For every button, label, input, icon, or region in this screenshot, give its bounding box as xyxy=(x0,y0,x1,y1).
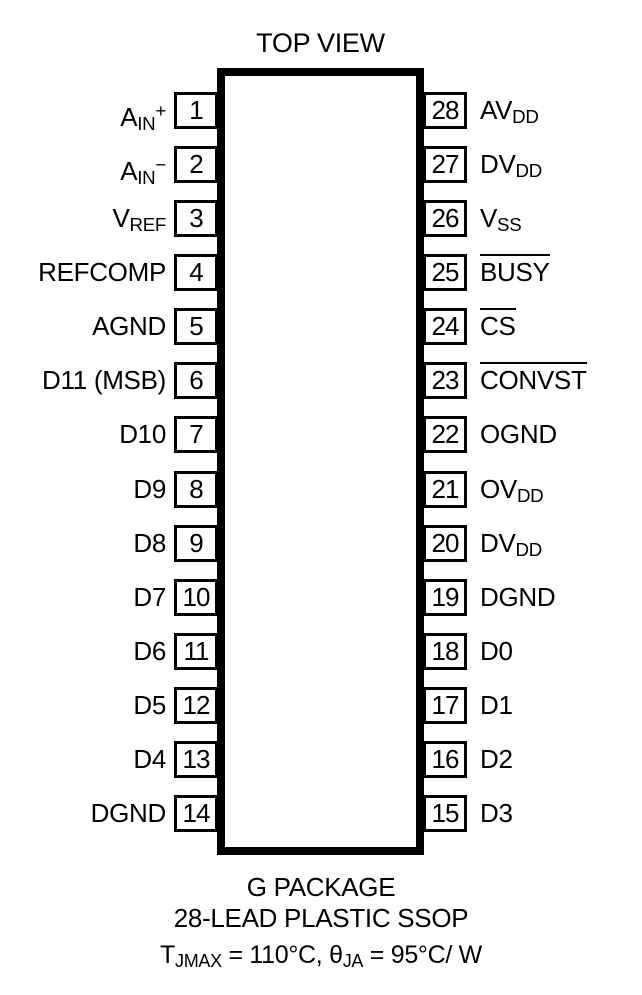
label-text: D10 xyxy=(119,419,166,450)
pin-2-label xyxy=(0,146,166,188)
pin-2-box xyxy=(174,146,218,183)
pin-number: 8 xyxy=(189,473,203,504)
pin-number: 10 xyxy=(182,581,210,612)
pin-number: 14 xyxy=(182,798,210,829)
pin-number: 12 xyxy=(182,690,210,721)
pin-7-label xyxy=(0,416,166,453)
label-text: A xyxy=(120,155,138,186)
label-text: D0 xyxy=(480,636,513,666)
pin-number: 18 xyxy=(431,636,459,666)
label-text: DGND xyxy=(480,581,556,612)
pin-9-label xyxy=(0,525,166,562)
pin-1-box xyxy=(174,92,218,129)
pin-number: 22 xyxy=(431,419,459,450)
label-text: REFCOMP xyxy=(38,256,166,287)
pin-27-label xyxy=(480,146,642,183)
label-text: BUSY xyxy=(480,256,550,287)
pin-number: 21 xyxy=(431,473,459,504)
pin-number: 17 xyxy=(431,690,459,721)
pin-4-box xyxy=(174,254,218,291)
label-text: CONVST xyxy=(480,365,587,396)
label-text: = 110°C, xyxy=(221,941,330,969)
label-text: OGND xyxy=(480,419,557,450)
label-text: T xyxy=(160,941,175,969)
label-text: AGND xyxy=(92,311,166,342)
pin-3-box xyxy=(174,200,218,237)
label-sub-text: DD xyxy=(516,484,544,506)
pin-24-label xyxy=(480,308,642,345)
pin-number: 23 xyxy=(431,365,459,396)
pin-14-box xyxy=(174,795,218,832)
pin-17-label xyxy=(480,687,642,724)
pin-5-label xyxy=(0,308,166,345)
pin-number: 15 xyxy=(431,798,459,829)
label-text: = 95°C/ W xyxy=(363,941,482,969)
pin-1-label xyxy=(0,92,166,134)
label-sup-text: + xyxy=(155,99,166,121)
package-name: G PACKAGE xyxy=(246,872,396,902)
pin-19-label xyxy=(480,579,642,616)
chip-body xyxy=(217,68,424,855)
pin-16-box xyxy=(423,741,467,778)
pin-3-label xyxy=(0,200,166,237)
pin-26-label xyxy=(480,200,642,237)
label-text: DV xyxy=(480,148,516,179)
label-text: A xyxy=(120,101,138,132)
label-sub-text: JA xyxy=(342,950,364,971)
pin-9-box xyxy=(174,525,218,562)
pin-23-box xyxy=(423,362,467,399)
pin-26-box xyxy=(423,200,467,237)
pin-number: 11 xyxy=(183,636,209,666)
pin-number: 16 xyxy=(431,744,459,775)
pin-number: 25 xyxy=(431,256,459,287)
label-text: θ xyxy=(329,941,343,969)
pin-28-label xyxy=(480,92,642,129)
label-text: D11 (MSB) xyxy=(42,365,166,396)
active-low-overline xyxy=(480,254,550,285)
label-text: CS xyxy=(480,311,516,342)
label-sub-text: DD xyxy=(512,105,539,127)
pin-number: 2 xyxy=(189,148,203,179)
pin-4-label xyxy=(0,254,166,291)
label-sub-text: DD xyxy=(515,159,542,181)
pin-6-box xyxy=(174,362,218,399)
pin-21-label xyxy=(480,471,642,508)
label-text: V xyxy=(480,202,498,233)
label-text: AV xyxy=(480,94,513,125)
pin-25-box xyxy=(423,254,467,291)
label-text: D6 xyxy=(133,636,166,666)
pin-20-box xyxy=(423,525,467,562)
label-text: D4 xyxy=(133,744,166,775)
pin-12-box xyxy=(174,687,218,724)
label-sub-text: JMAX xyxy=(175,950,222,971)
label-text: D3 xyxy=(480,798,513,829)
pin-number: 13 xyxy=(182,744,210,775)
package-description: 28-LEAD PLASTIC SSOP xyxy=(173,903,469,933)
pin-number: 7 xyxy=(189,419,203,450)
pin-number: 19 xyxy=(431,581,459,612)
pin-10-label xyxy=(0,579,166,616)
pin-25-label xyxy=(480,254,642,291)
pin-22-box xyxy=(423,416,467,453)
pin-5-box xyxy=(174,308,218,345)
pin-number: 27 xyxy=(431,148,459,179)
pin-7-box xyxy=(174,416,218,453)
label-text: D1 xyxy=(480,690,513,721)
pin-8-box xyxy=(174,471,218,508)
label-text: D8 xyxy=(133,527,166,558)
pin-13-box xyxy=(174,741,218,778)
label-sub-text: DD xyxy=(515,538,542,560)
label-sub-text: SS xyxy=(497,213,522,235)
thermal-spec xyxy=(0,941,642,972)
pin-18-label xyxy=(480,633,642,670)
pin-20-label xyxy=(480,525,642,562)
active-low-overline xyxy=(480,362,587,396)
pin-15-label xyxy=(480,795,642,832)
top-view-label: TOP VIEW xyxy=(256,28,385,58)
pin-23-label xyxy=(480,362,642,399)
pin-22-label xyxy=(480,416,642,453)
label-sub-text: IN xyxy=(137,112,156,134)
label-text: D2 xyxy=(480,744,513,775)
pin-18-box xyxy=(423,633,467,670)
pin-8-label xyxy=(0,471,166,508)
pin-17-box xyxy=(423,687,467,724)
label-text: V xyxy=(112,202,130,233)
pin-number: 26 xyxy=(431,202,459,233)
label-text: D7 xyxy=(133,581,166,612)
label-sup-text: − xyxy=(155,153,166,175)
pin-21-box xyxy=(423,471,467,508)
pin-number: 20 xyxy=(431,527,459,558)
pin-number: 4 xyxy=(189,256,203,287)
pin-10-box xyxy=(174,579,218,616)
pin-number: 24 xyxy=(431,311,459,342)
pin-28-box xyxy=(423,92,467,129)
label-text: OV xyxy=(480,473,517,504)
pin-15-box xyxy=(423,795,467,832)
pin-16-label xyxy=(480,741,642,778)
label-text: D9 xyxy=(133,473,166,504)
label-text: D5 xyxy=(133,690,166,721)
pin-number: 3 xyxy=(189,202,203,233)
label-sub-text: IN xyxy=(137,166,156,188)
pin-19-box xyxy=(423,579,467,616)
pin-24-box xyxy=(423,308,467,345)
pin-11-label xyxy=(0,633,166,670)
pin-number: 6 xyxy=(189,365,203,396)
pin-27-box xyxy=(423,146,467,183)
pin-12-label xyxy=(0,687,166,724)
active-low-overline xyxy=(480,308,516,342)
pin-6-label xyxy=(0,362,166,399)
pin-number: 9 xyxy=(189,527,203,558)
pin-number: 5 xyxy=(189,311,203,342)
label-text: DGND xyxy=(90,798,166,829)
pin-11-box xyxy=(174,633,218,670)
pin-number: 28 xyxy=(431,94,459,125)
label-text: DV xyxy=(480,527,516,558)
pin-14-label xyxy=(0,795,166,832)
label-sub-text: REF xyxy=(129,213,166,235)
pin-number: 1 xyxy=(189,94,203,125)
pin-13-label xyxy=(0,741,166,778)
